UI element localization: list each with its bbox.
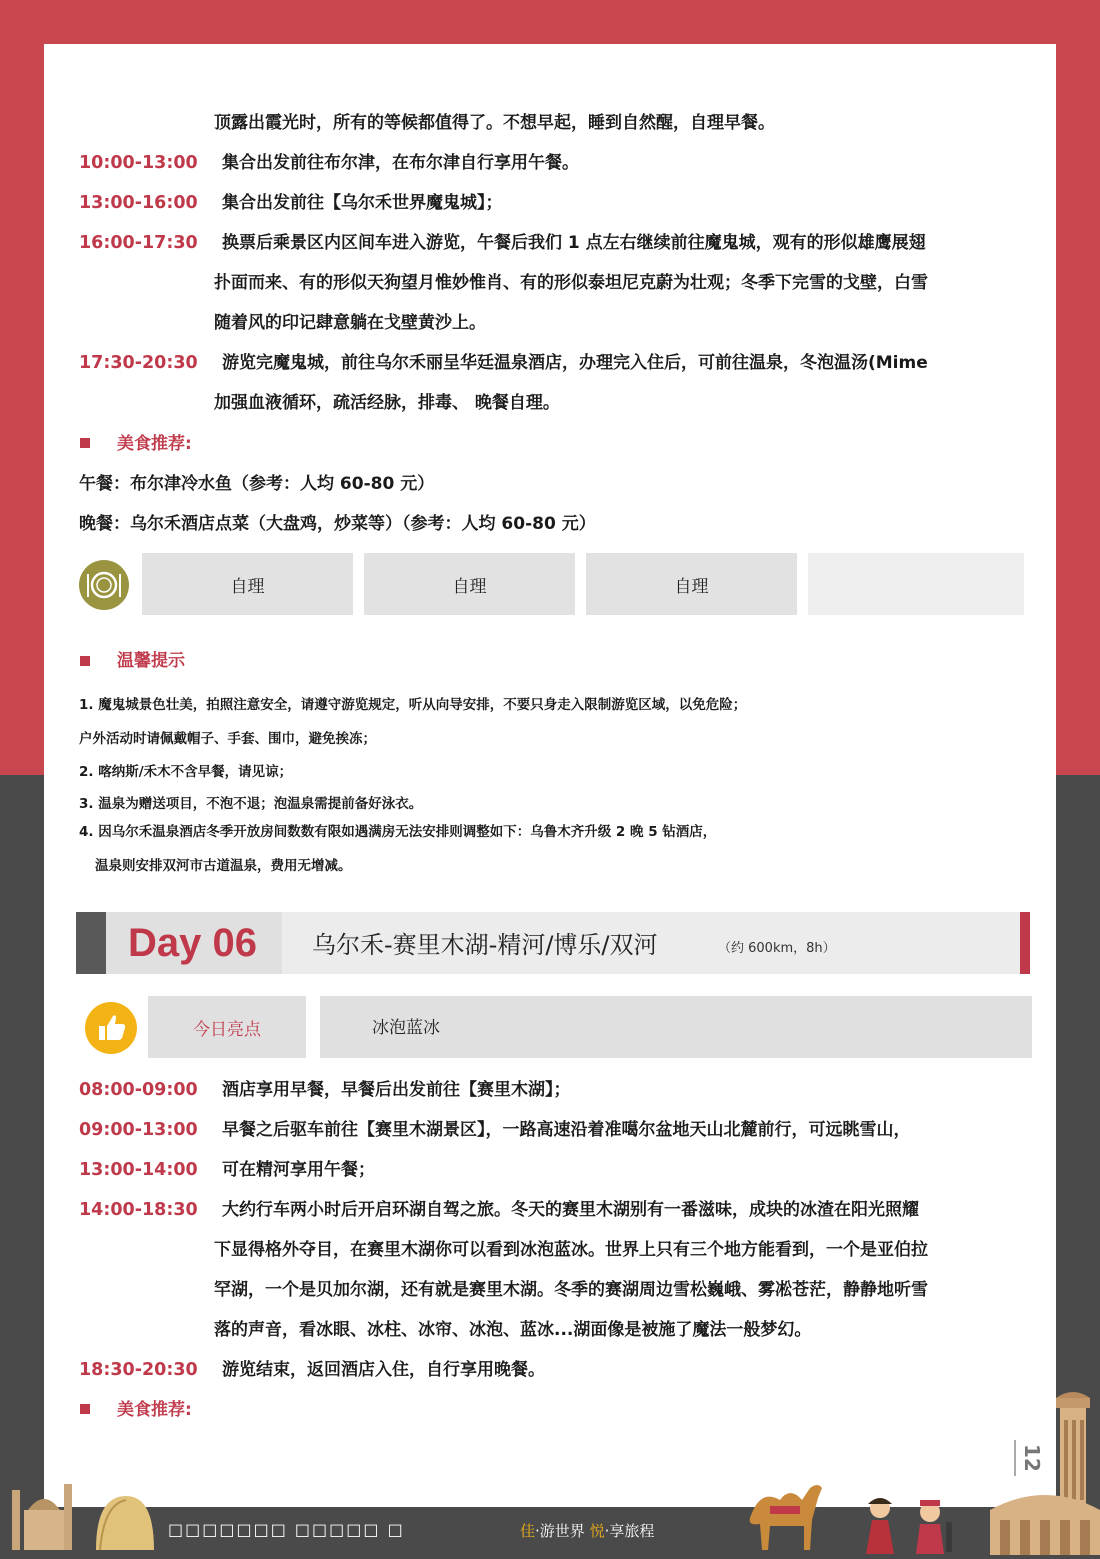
- day-distance: （约 600km，8h）: [718, 941, 836, 956]
- mosque-illustration: [4, 1470, 154, 1550]
- tip-item: 1. 魔鬼城景色壮美，拍照注意安全，请遵守游览规定，听从向导安排，不要只身走入限制游览区域，以免危险；: [79, 697, 747, 713]
- highlight-value: 冰泡蓝冰: [372, 1018, 440, 1038]
- schedule-text: 集合出发前往【乌尔禾世界魔鬼城】；: [222, 193, 503, 213]
- day-route: 乌尔禾-赛里木湖-精河/博乐/双河: [312, 931, 658, 959]
- schedule-time: 13:00-14:00: [79, 1160, 198, 1180]
- day-header-dark-tab: [76, 912, 106, 974]
- day-header-accent: [1020, 912, 1030, 974]
- tip-item: 2. 喀纳斯/禾木不含早餐，请见谅；: [79, 764, 293, 780]
- slogan-d: ·享旅程: [604, 1522, 655, 1540]
- thumbs-up-icon: [85, 1002, 137, 1054]
- bullet-square: [80, 438, 90, 448]
- people-illustration: [858, 1494, 968, 1554]
- tips-title: 温馨提示: [117, 651, 185, 671]
- schedule-text: 酒店享用早餐，早餐后出发前往【赛里木湖】；: [222, 1080, 571, 1100]
- page-number: 12: [1020, 1444, 1044, 1472]
- schedule-time: 18:30-20:30: [79, 1360, 198, 1380]
- tip-item: 温泉则安排双河市古道温泉，费用无增减。: [95, 858, 352, 874]
- tip-item: 3. 温泉为赠送项目，不泡不退；泡温泉需提前备好泳衣。: [79, 796, 423, 812]
- food-title: 美食推荐:: [117, 434, 192, 454]
- tip-item: 4. 因乌尔禾温泉酒店冬季开放房间数数有限如遇满房无法安排则调整如下：乌鲁木齐升级 2 晚 5 钻酒店，: [79, 824, 717, 840]
- tip-item: 户外活动时请佩戴帽子、手套、围巾，避免挨冻；: [79, 731, 376, 747]
- schedule-time: 16:00-17:30: [79, 233, 198, 253]
- footer-slogan: [520, 1521, 654, 1541]
- footer-text: □□□□□□□ □□□□□ □: [168, 1520, 405, 1539]
- meal-icon: [79, 560, 129, 610]
- building-illustration: [990, 1470, 1100, 1555]
- food2-title: 美食推荐:: [117, 1400, 192, 1420]
- slogan-a: 佳: [520, 1522, 536, 1540]
- schedule-text: 扑面而来、有的形似天狗望月惟妙惟肖、有的形似泰坦尼克蔚为壮观；冬季下完雪的戈壁，白雪: [214, 273, 928, 293]
- schedule-time: 09:00-13:00: [79, 1120, 198, 1140]
- schedule-text: 游览结束，返回酒店入住，自行享用晚餐。: [222, 1360, 545, 1380]
- schedule-time: 13:00-16:00: [79, 193, 198, 213]
- highlight-label: 今日亮点: [148, 996, 306, 1058]
- schedule-text: 大约行车两小时后开启环湖自驾之旅。冬天的赛里木湖别有一番滋味，成块的冰渣在阳光照耀: [222, 1200, 919, 1220]
- schedule-text: 罕湖，一个是贝加尔湖，还有就是赛里木湖。冬季的赛湖周边雪松巍峨、雾凇苍茫，静静地听雪: [214, 1280, 928, 1300]
- schedule-text: 游览完魔鬼城，前往乌尔禾丽呈华廷温泉酒店，办理完入住后，可前往温泉，冬泡温汤(Mime: [222, 353, 928, 373]
- meal-lunch: 自理: [364, 553, 575, 615]
- schedule-time: 08:00-09:00: [79, 1080, 198, 1100]
- schedule-text: 早餐之后驱车前往【赛里木湖景区】，一路高速沿着准噶尔盆地天山北麓前行，可远眺雪山，: [222, 1120, 911, 1140]
- schedule-text: 加强血液循环，疏活经脉，排毒、 晚餐自理。: [214, 393, 560, 413]
- camel-illustration: [740, 1468, 830, 1553]
- schedule-time: 17:30-20:30: [79, 353, 198, 373]
- meal-breakfast: 自理: [142, 553, 353, 615]
- slogan-b: ·游世界: [535, 1522, 585, 1540]
- schedule-time: 14:00-18:30: [79, 1200, 198, 1220]
- schedule-text: 换票后乘景区内区间车进入游览，午餐后我们 1 点左右继续前往魔鬼城，观有的形似雄鹰展翅: [222, 233, 926, 253]
- schedule-text: 随着风的印记肆意躺在戈壁黄沙上。: [214, 313, 486, 333]
- dinner-text: 晚餐：乌尔禾酒店点菜（大盘鸡，炒菜等）（参考：人均 60-80 元）: [79, 514, 596, 534]
- schedule-text: 落的声音，看冰眼、冰柱、冰帘、冰泡、蓝冰...湖面像是被施了魔法一般梦幻。: [214, 1320, 812, 1340]
- day-label: Day 06: [128, 921, 257, 965]
- text-line: 顶露出霞光时，所有的等候都值得了。不想早起，睡到自然醒，自理早餐。: [214, 113, 775, 133]
- schedule-text: 可在精河享用午餐；: [222, 1160, 375, 1180]
- schedule-text: 下显得格外夺目，在赛里木湖你可以看到冰泡蓝冰。世界上只有三个地方能看到，一个是亚伯拉: [214, 1240, 928, 1260]
- schedule-time: 10:00-13:00: [79, 153, 198, 173]
- bullet-square: [80, 1404, 90, 1414]
- slogan-c: 悦: [589, 1522, 605, 1540]
- lunch-text: 午餐：布尔津冷水鱼（参考：人均 60-80 元）: [79, 474, 435, 494]
- bullet-square: [80, 656, 90, 666]
- schedule-text: 集合出发前往布尔津，在布尔津自行享用午餐。: [222, 153, 579, 173]
- meal-extra: [808, 553, 1024, 615]
- meal-dinner: 自理: [586, 553, 797, 615]
